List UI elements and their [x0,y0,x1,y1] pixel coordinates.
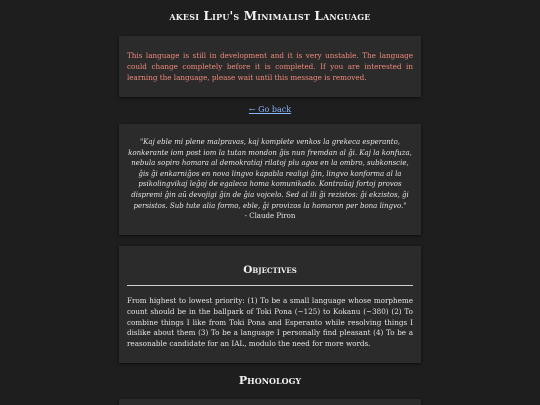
warning-card [119,36,421,97]
warning-text: This language is still in development and it is very unstable. The language could change completely before it is completed. If you are interested in learning the language, please wait until this message is removed. [127,51,413,82]
quote-text: "Kaj eble mi plene malpravas, kaj komplete venkos la grekeca esperanto, konkerante iom post iom la tutan mondon ĝis nun fremdan al ĝi. Kaj la konfuza, nebula sopiro homara al demokratiaj rilatoj plu agos en la ombro, subkonscie, ĝis ĝi enkarniĝos en nova lingvo kapabla realigi ĝin, lingvo konforma al la psikolingvikaj leĝoj de egaleca homa komunikado. Kontraŭaj fortoj provos dispremi ĝin aŭ devojigi ĝin de ĝia vojcelo. Sed al ili ĝi rezistos: ĝi ekzistos, ĝi persistos. Sub tute alia formo, eble, ĝi provizos la homaron per bona lingvo." [128,138,412,210]
phonology-card [119,399,421,405]
page-title: akesi Lipu's Minimalist Language [169,9,371,23]
quote-card [119,124,421,235]
objectives-card [119,246,421,363]
phonology-heading: Phonology [238,374,302,387]
objectives-heading: Objectives [243,264,297,276]
objectives-divider [127,285,413,286]
go-back-link[interactable]: ← Go back [248,105,292,114]
quote-author: - Claude Piron [244,212,296,221]
objectives-text: From highest to lowest priority: (1) To be a small language whose morpheme count should be in the ballpark of Toki Pona (~125) to Kokanu (~380) (2) To combine things I like from Toki Pona and Esperanto while resolving things I dislike about them (3) To be a language I personally find pleasant (4) To be a reasonable candidate for an IAL, modulo the need for more words. [127,296,413,349]
